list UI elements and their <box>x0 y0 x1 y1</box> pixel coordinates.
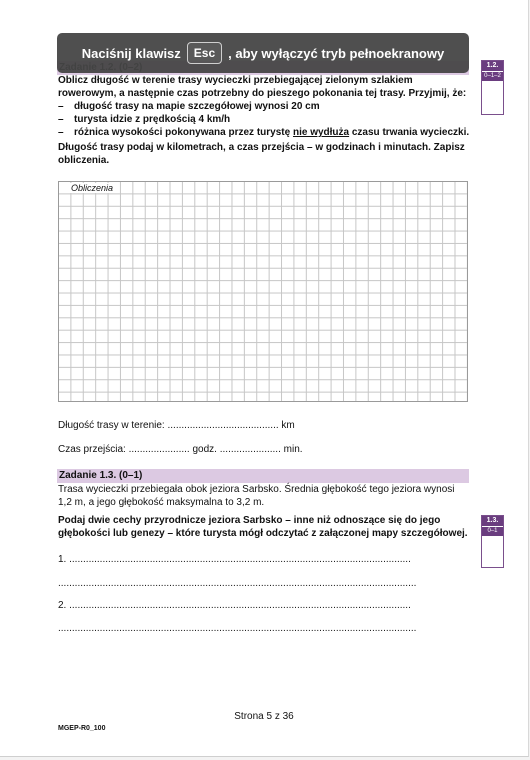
page-number: Strona 5 z 36 <box>234 711 294 722</box>
task-1-2-instruction: Długość trasy podaj w kilometrach, a czas przejścia – w godzinach i minutach. Zapisz obliczenia. <box>58 142 465 166</box>
exam-code: MGEP-R0_100 <box>58 725 106 732</box>
task-1-3-header: Zadanie 1.3. (0–1) <box>57 469 469 483</box>
answer-length-line[interactable]: Długość trasy w terenie: ........................................ km <box>58 420 295 431</box>
fullscreen-exit-notice <box>57 33 469 73</box>
answer-2-line[interactable]: 2. ........................................................................................................................... <box>58 600 411 611</box>
score-box-1-3 <box>481 515 504 568</box>
score-box-1-2 <box>481 60 504 115</box>
calculations-grid[interactable] <box>58 181 468 402</box>
notice-text-before: Naciśnij klawisz <box>81 45 181 61</box>
answer-time-line[interactable]: Czas przejścia: ...................... godz. ...................... min. <box>58 444 303 455</box>
answer-1-line[interactable]: 1. ........................................................................................................................... <box>58 554 411 565</box>
answer-2-continuation-line[interactable]: ................................................................................................................................. <box>58 623 417 634</box>
score-box-number: 1.3. <box>482 516 503 526</box>
score-box-number: 1.2. <box>482 61 503 71</box>
task-1-2-intro: Oblicz długość w terenie trasy wycieczki przebiegającej zielonym szlakiem rowerowym, a następnie czas potrzebny do pieszego pokonania tej trasy. Przyjmij, że: <box>58 75 467 99</box>
answer-1-continuation-line[interactable]: ................................................................................................................................. <box>58 578 417 589</box>
task-1-3-instruction: Podaj dwie cechy przyrodnicze jeziora Sarbsko – inne niż odnoszące się do jego głębokości lub genezy – które turysta mógł odczytać z załączonej mapy szczegółowej. <box>58 515 468 539</box>
score-box-points: 0–1–2 <box>482 71 503 81</box>
bullet-item: – różnica wysokości pokonywana przez turystę nie wydłuża czasu trwania wycieczki. <box>58 126 470 139</box>
esc-key-icon: Esc <box>187 42 222 64</box>
task-1-2-bullets <box>58 100 470 139</box>
bullet-item: – turysta idzie z prędkością 4 km/h <box>58 113 470 126</box>
notice-text-after: , aby wyłączyć tryb pełnoekranowy <box>228 45 445 61</box>
bullet-item: – długość trasy na mapie szczegółowej wynosi 20 cm <box>58 100 470 113</box>
score-box-points: 0–1 <box>482 526 503 536</box>
grid-label: Obliczenia <box>71 183 114 193</box>
task-1-3-intro: Trasa wycieczki przebiegała obok jeziora Sarbsko. Średnia głębokość tego jeziora wynosi 1,2 m, a jego głębokość maksymalna to 3,2 m. <box>58 484 455 508</box>
